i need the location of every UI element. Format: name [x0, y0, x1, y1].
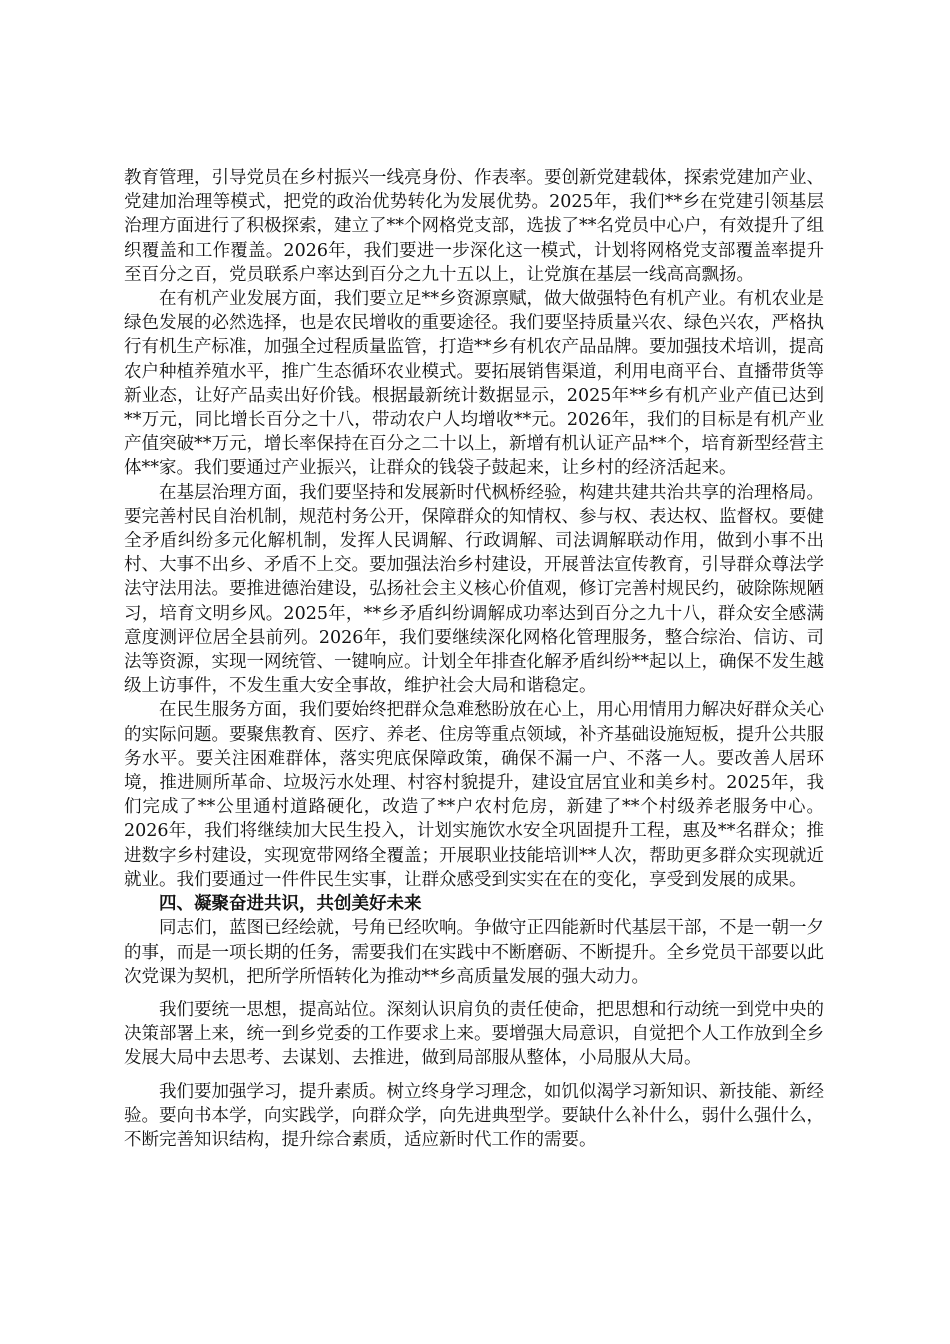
paragraph-grassroots-governance: 在基层治理方面，我们要坚持和发展新时代枫桥经验，构建共建共治共享的治理格局。要完善村民自治机制，规范村务公开，保障群众的知情权、参与权、表达权、监督权。要健全矛盾纠纷多元化解机制，发挥人民调解、行政调解、司法调解联动作用，做到小事不出村、大事不出乡、矛盾不上交。要加强法治乡村建设，开展普法宣传教育，引导群众尊法学法守法用法。要推进德治建设，弘扬社会主义核心价值观，修订完善村规民约，破除陈规陋习，培育文明乡风。2025年，**乡矛盾纠纷调解成功率达到百分之九十八，群众安全感满意度测评位居全县前列。2026年，我们要继续深化网格化管理服务，整合综治、信访、司法等资源，实现一网统管、一键响应。计划全年排查化解矛盾纠纷**起以上，确保不发生越级上访事件，不发生重大安全事故，维护社会大局和谐稳定。 — [124, 482, 824, 697]
paragraph-unify-thinking: 我们要统一思想，提高站位。深刻认识肩负的责任使命，把思想和行动统一到党中央的决策部署上来，统一到乡党委的工作要求上来。要增强大局意识，自觉把个人工作放到全乡发展大局中去思考、去谋划、去推进，做到局部服从整体，小局服从大局。 — [124, 999, 824, 1069]
paragraph-livelihood-services: 在民生服务方面，我们要始终把群众急难愁盼放在心上，用心用情用力解决好群众关心的实际问题。要聚焦教育、医疗、养老、住房等重点领域，补齐基础设施短板，提升公共服务水平。要关注困难群体，落实兜底保障政策，确保不漏一户、不落一人。要改善人居环境，推进厕所革命、垃圾污水处理、村容村貌提升，建设宜居宜业和美乡村。2025年，我们完成了**公里通村道路硬化，改造了**户农村危房，新建了**个村级养老服务中心。2026年，我们将继续加大民生投入，计划实施饮水安全巩固提升工程，惠及**名群众；推进数字乡村建设，实现宽带网络全覆盖；开展职业技能培训**人次，帮助更多群众实现就近就业。我们要通过一件件民生实事，让群众感受到实实在在的变化，享受到发展的成果。 — [124, 700, 824, 890]
section-heading-four: 四、凝聚奋进共识，共创美好未来 — [159, 894, 422, 915]
paragraph-comrades: 同志们，蓝图已经绘就，号角已经吹响。争做守正四能新时代基层干部，不是一朝一夕的事，而是一项长期的任务，需要我们在实践中不断磨砺、不断提升。全乡党员干部要以此次党课为契机，把所学所悟转化为推动**乡高质量发展的强大动力。 — [124, 918, 824, 987]
paragraph-party-building: 教育管理，引导党员在乡村振兴一线亮身份、作表率。要创新党建载体，探索党建加产业、党建加治理等模式，把党的政治优势转化为发展优势。2025年，我们**乡在党建引领基层治理方面进行了积极探索，建立了**个网格党支部，选拔了**名党员中心户，有效提升了组织覆盖和工作覆盖。2026年，我们要进一步深化这一模式，计划将网格党支部覆盖率提升至百分之百，党员联系户率达到百分之九十五以上，让党旗在基层一线高高飘扬。 — [124, 168, 824, 285]
paragraph-organic-industry: 在有机产业发展方面，我们要立足**乡资源禀赋，做大做强特色有机产业。有机农业是绿色发展的必然选择，也是农民增收的重要途径。我们要坚持质量兴农、绿色兴农，严格执行有机生产标准，加强全过程质量监管，打造**乡有机农产品品牌。要加强技术培训，提高农户种植养殖水平，推广生态循环农业模式。要拓展销售渠道，利用电商平台、直播带货等新业态，让好产品卖出好价钱。根据最新统计数据显示，2025年**乡有机产业产值已达到**万元，同比增长百分之十八，带动农户人均增收**元。2026年，我们的目标是有机产业产值突破**万元，增长率保持在百分之二十以上，新增有机认证产品**个，培育新型经营主体**家。我们要通过产业振兴，让群众的钱袋子鼓起来，让乡村的经济活起来。 — [124, 289, 824, 479]
document-page — [124, 166, 824, 1152]
paragraph-strengthen-learning: 我们要加强学习，提升素质。树立终身学习理念，如饥似渴学习新知识、新技能、新经验。要向书本学，向实践学，向群众学，向先进典型学。要缺什么补什么，弱什么强什么，不断完善知识结构，提升综合素质，适应新时代工作的需要。 — [124, 1081, 824, 1150]
